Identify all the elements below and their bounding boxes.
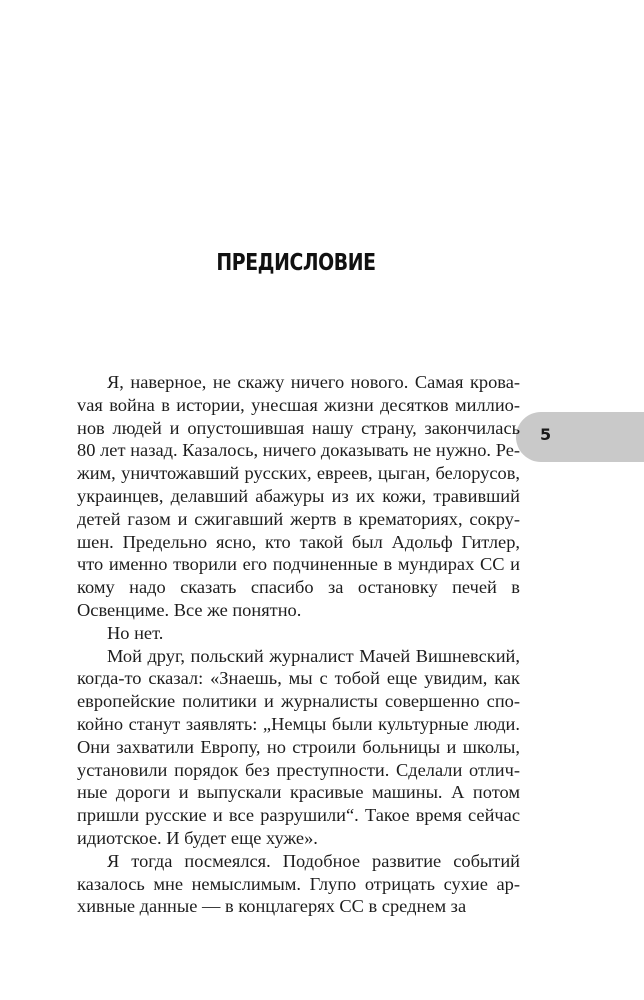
page-number-tab (516, 412, 644, 462)
body-text (77, 371, 520, 918)
page-number: 5 (540, 425, 552, 444)
paragraph: Но нет. (107, 622, 164, 643)
paragraph: Я, наверное, не скажу ничего нового. Самая кроваvая война в истории, унесшая жизни десятков миллионов людей и опустошившая нашу страну, закончилась 80 лет назад. Казалось, ничего доказывать не нужно. Режим, уничтожавший русских, евреев, цыган, белорусов, украинцев, делавший абажуры из их кожи, травивший детей газом и сжигавший жертв в крематориях, сокрушен. Предельно ясно, кто такой был Адольф Гитлер, что именно творили его подчиненные в мундирах СС и кому надо сказать спасибо за остановку печей в Освенциме. Все же понятно. (77, 372, 520, 620)
chapter-title: ПРЕДИСЛОВИЕ (216, 250, 376, 276)
paragraph: Мой друг, польский журналист Мачей Вишневский, когда-то сказал: «Знаешь, мы с тобой еще увидим, как европейские политики и журналисты совершенно спокойно станут заявлять: „Немцы были культурные люди. Они захватили Европу, но строили больницы и школы, установили порядок без преступности. Сделали отличные дороги и выпускали красивые машины. А потом пришли русские и все разрушили“. Такое время сейчас идиотское. И будет еще хуже». (77, 645, 520, 848)
paragraph: Я тогда посмеялся. Подобное развитие событий казалось мне немыслимым. Глупо отрицать сухие архивные данные — в концлагерях СС в среднем за (77, 850, 520, 917)
